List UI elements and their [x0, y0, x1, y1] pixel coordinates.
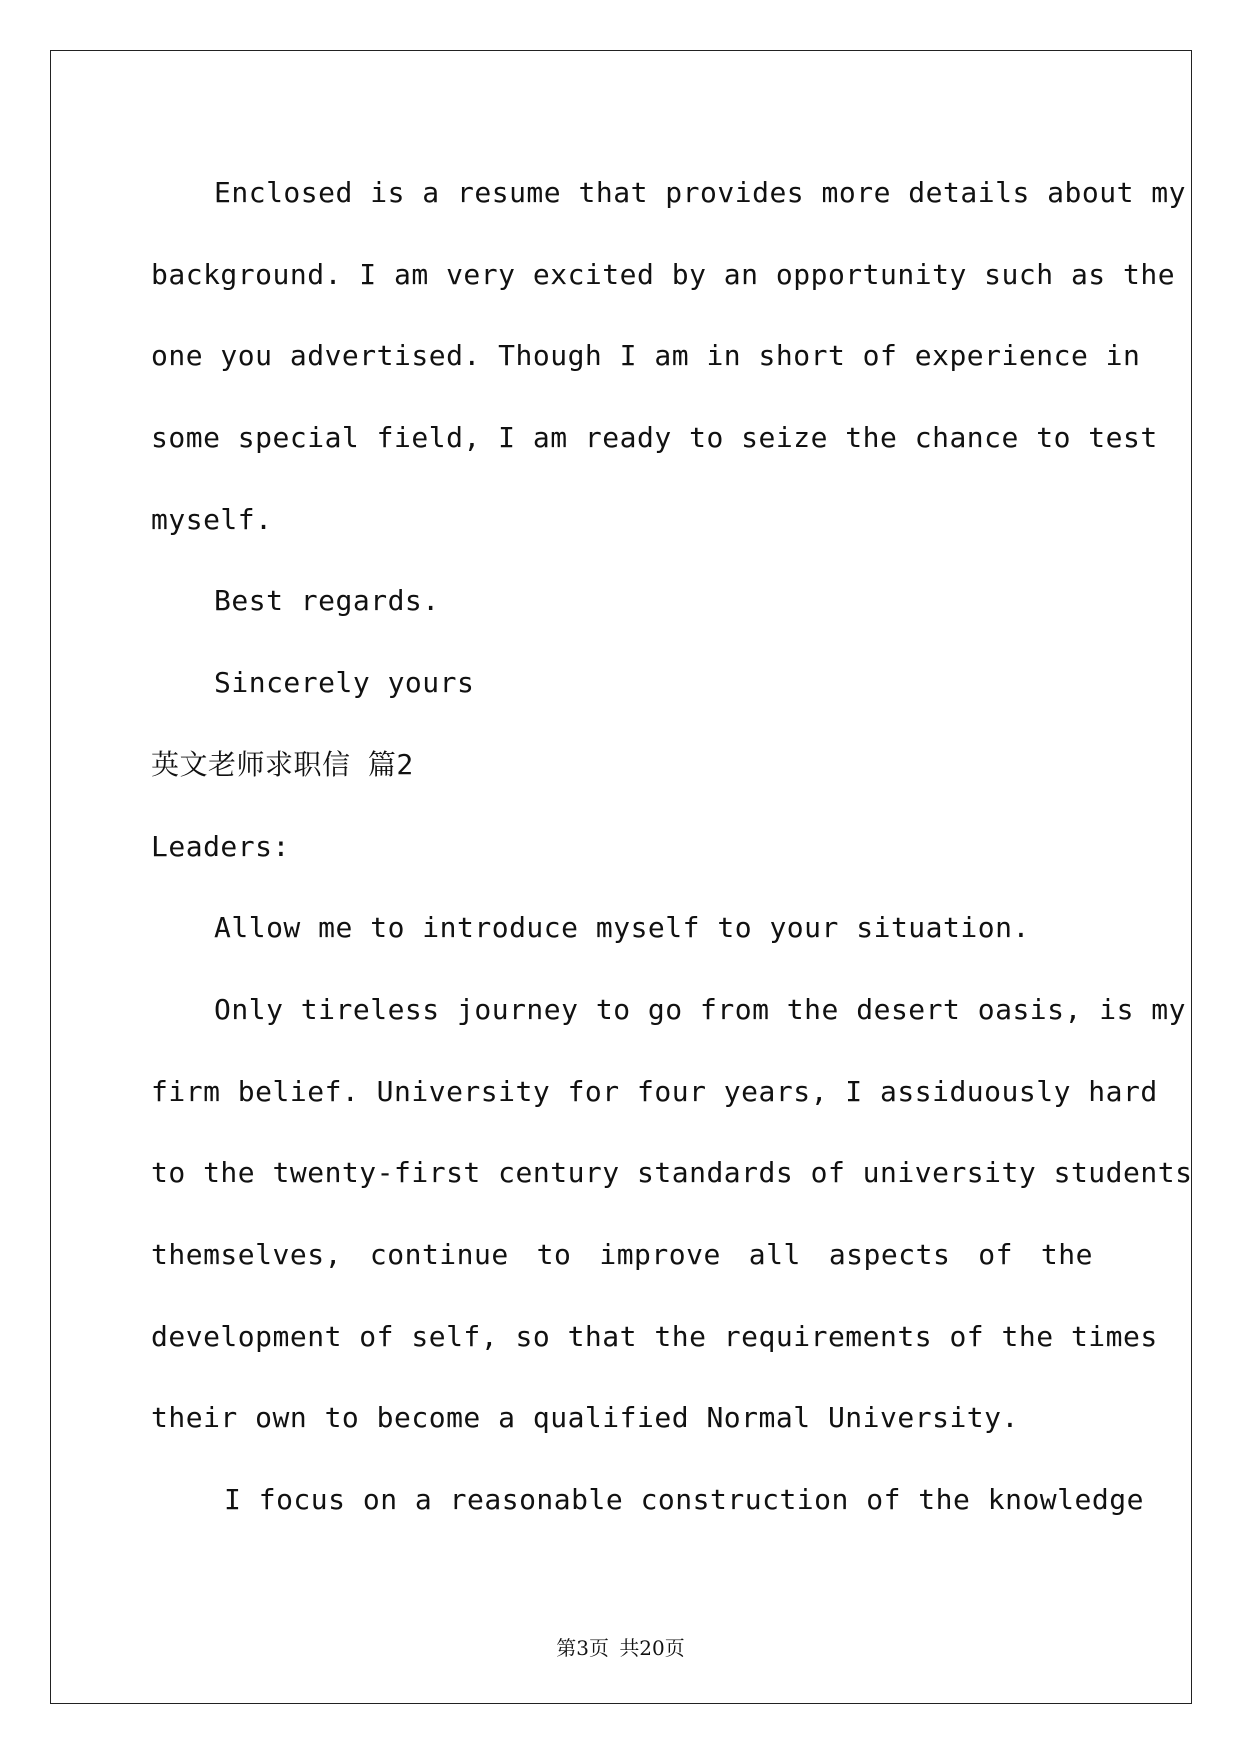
paragraph-line: background. I am very excited by an opportunity such as the [151, 257, 1176, 291]
section-heading: 英文老师求职信 篇2 [151, 747, 414, 781]
signoff-line: Sincerely yours [214, 666, 475, 700]
document-body [151, 158, 1193, 1547]
paragraph-line: myself. [151, 502, 273, 536]
paragraph-line: Only tireless journey to go from the desert oasis, is my [214, 992, 1187, 1026]
paragraph-line: firm belief. University for four years, I assiduously hard [151, 1074, 1158, 1108]
paragraph-line: themselves, continue to improve all aspects of the [151, 1237, 1093, 1271]
page-footer [0, 1632, 1241, 1661]
paragraph-line: I focus on a reasonable construction of the knowledge [224, 1483, 1144, 1516]
page-total: 共20页 [619, 1636, 685, 1660]
paragraph-line: their own to become a qualified Normal University. [151, 1401, 1019, 1435]
paragraph-line: Enclosed is a resume that provides more details about my [214, 176, 1187, 209]
paragraph-line: development of self, so that the requirements of the times [151, 1319, 1158, 1353]
paragraph-line: some special field, I am ready to seize the chance to test [151, 421, 1158, 455]
paragraph-line: to the twenty-first century standards of university students [151, 1156, 1193, 1190]
paragraph-line: one you advertised. Though I am in short of experience in [151, 339, 1141, 373]
page-number: 第3页 [556, 1636, 609, 1660]
paragraph-line: Allow me to introduce myself to your situation. [214, 911, 1030, 945]
salutation: Leaders: [151, 829, 290, 863]
closing-line: Best regards. [214, 584, 440, 618]
